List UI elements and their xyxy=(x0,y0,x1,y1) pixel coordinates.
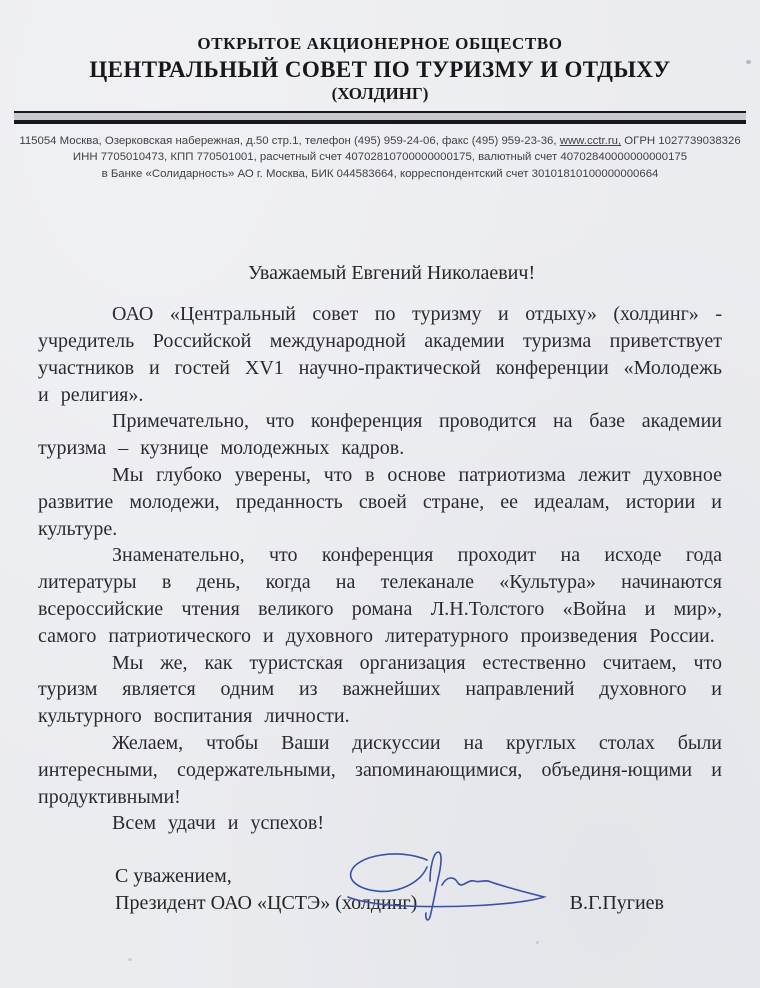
website-link: www.cctr.ru, xyxy=(559,135,622,147)
contact-line-2: ИНН 7705010473, КПП 770501001, расчетный счет 40702810700000000175, валютный счет 40702840000000000175 xyxy=(72,151,688,164)
contact-line-1-ogrn: ОГРН 1027739038326 xyxy=(621,135,741,147)
paragraph: Мы же, как туристская организация естественно считаем, что туризм является одним из важнейших направлений духовного и культурного воспитания личности. xyxy=(38,651,722,728)
letter-body xyxy=(38,301,722,837)
closing-regards: С уважением, xyxy=(115,865,232,888)
paragraph: Примечательно, что конференция проводится на базе академии туризма – кузнице молодежных кадров. xyxy=(38,410,722,460)
paragraph: Мы глубоко уверены, что в основе патриотизма лежит духовное развитие молодежи, преданность своей стране, ее идеалам, истории и культуре. xyxy=(38,464,722,540)
scan-speck xyxy=(536,941,539,944)
closing-left xyxy=(38,863,417,917)
paragraph: ОАО «Центральный совет по туризму и отдыху» (холдинг» - учредитель Российской международной академии туризма приветствует участников и гостей XV1 научно-практической конференции «Молодежь и религия». xyxy=(38,303,722,406)
contact-line-3: в Банке «Солидарность» АО г. Москва, БИК 044583664, корреспондентский счет 30101810100000000664 xyxy=(101,167,659,180)
org-form-line: (ХОЛДИНГ) xyxy=(331,84,429,103)
org-type-line: ОТКРЫТОЕ АКЦИОНЕРНОЕ ОБЩЕСТВО xyxy=(197,34,563,53)
org-name-line: ЦЕНТРАЛЬНЫЙ СОВЕТ ПО ТУРИЗМУ И ОТДЫХУ xyxy=(89,57,671,82)
paragraph: Всем удачи и успехов! xyxy=(112,812,324,835)
letterhead-contacts xyxy=(0,133,760,182)
scan-speck xyxy=(746,60,751,64)
letterhead xyxy=(0,0,760,104)
scan-speck xyxy=(128,958,132,961)
signer-name: В.Г.Пугиев xyxy=(569,892,664,915)
closing-block xyxy=(38,863,722,917)
paragraph: Желаем, чтобы Ваши дискуссии на круглых столах были интересными, содержательными, запоминающимися, объединя-ющими и продуктивными! xyxy=(38,731,722,808)
paragraph: Знаменательно, что конференция проходит на исходе года литературы в день, когда на телеканале «Культура» начинаются всероссийские чтения великого романа Л.Н.Толстого «Война и мир», самого патриотического и духовного литературного произведения России. xyxy=(38,544,722,647)
signer-title: Президент ОАО «ЦСТЭ» (холдинг) xyxy=(115,892,418,915)
contact-line-1 xyxy=(0,133,760,149)
contact-line-1-text: 115054 Москва, Озерковская набережная, д.50 стр.1, телефон (495) 959-24-06, факс (495) 959-23-36, xyxy=(19,135,560,147)
letterhead-double-rule xyxy=(14,111,746,124)
salutation: Уважаемый Евгений Николаевич! xyxy=(248,262,536,285)
